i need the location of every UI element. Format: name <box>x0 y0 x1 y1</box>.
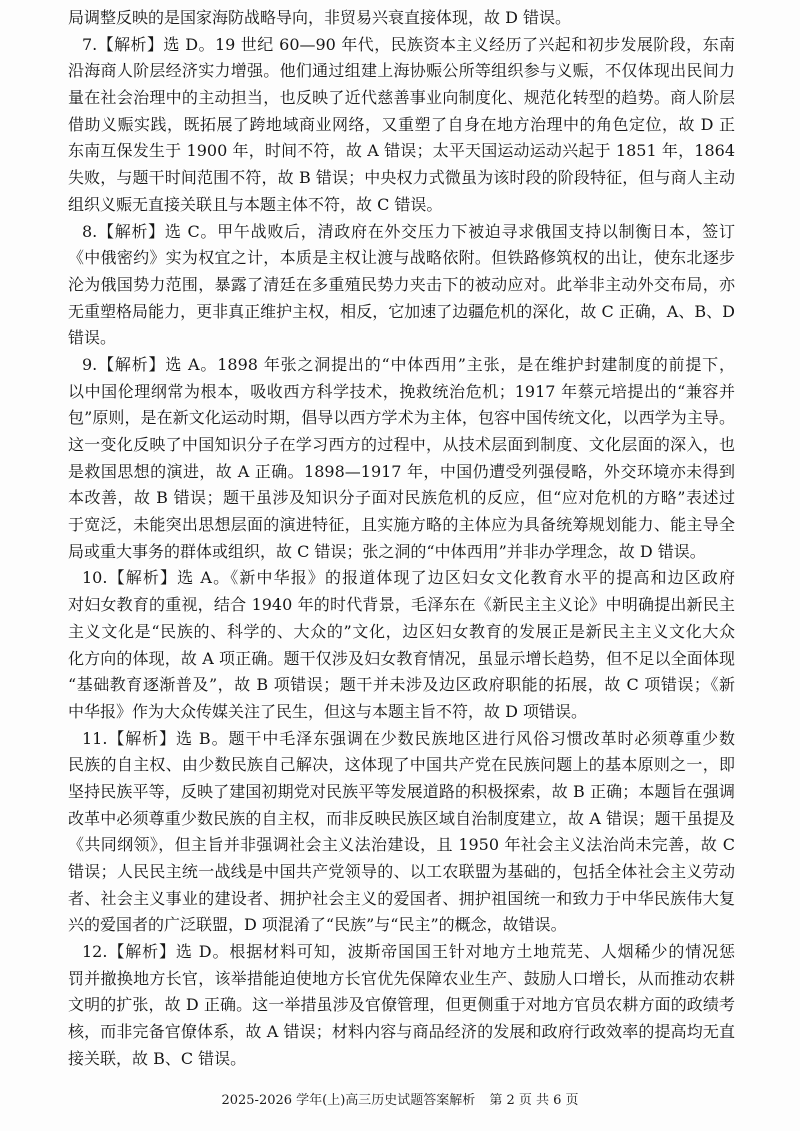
text-line: 者、社会主义事业的建设者、拥护社会主义的爱国者、拥护祖国统一和致力于中华民族伟大复 <box>68 888 735 908</box>
text-line: 11.【解析】选 B。题干中毛泽东强调在少数民族地区进行风俗习惯改革时必须尊重少数 <box>82 728 735 748</box>
text-line: 东南互保发生于 1900 年，时间不符，故 A 错误；太平天国运动运动兴起于 1851 年，1864 <box>68 141 735 161</box>
text-line: 错误；人民民主统一战线是中国共产党领导的、以工农联盟为基础的，包括全体社会主义劳动 <box>68 862 735 881</box>
text-line: 于宽泛，未能突出思想层面的演进特征，且实施方略的主体应为具备统筹规划能力、能主导全 <box>68 515 735 535</box>
text-line: 失败，与题干时间范围不符，故 B 错误；中央权力式微虽为该时段的阶段特征，但与商人主动 <box>68 168 735 188</box>
text-line: 借助义赈实践，既拓展了跨地域商业网络，又重塑了自身在地方治理中的角色定位，故 D 正 <box>68 114 735 134</box>
answer-analysis-document <box>68 5 735 1073</box>
text-line: 这一变化反映了中国知识分子在学习西方的过程中，从技术层面到制度、文化层面的深入，也 <box>68 435 735 454</box>
analysis-item-9 <box>68 352 735 566</box>
text-line: 是救国思想的演进，故 A 正确。1898—1917 年，中国仍遭受列强侵略，外交环境亦未得到 <box>68 461 735 481</box>
footer-exam-title: 2025-2026 学年(上)高三历史试题答案解析 <box>221 1093 476 1108</box>
text-line: 坚持民族平等，反映了建国初期党对民族平等发展道路的积极探索，故 B 正确；本题旨在强调 <box>68 781 735 801</box>
analysis-item-11 <box>68 726 735 940</box>
text-line: 本改善，故 B 错误；题干虽涉及知识分子面对民族危机的反应，但“应对危机的方略”表述过 <box>68 488 735 508</box>
text-line: 改革中必须尊重少数民族的自主权，而非反映民族区域自治制度建立，故 A 错误；题干虽提及 <box>68 808 735 828</box>
text-line: 9.【解析】选 A。1898 年张之洞提出的“中体西用”主张，是在维护封建制度的前提下， <box>82 354 735 374</box>
text-line: 化方向的体现，故 A 项正确。题干仅涉及妇女教育情况，虽显示增长趋势，但不足以全面体现 <box>68 648 735 668</box>
text-line: 组织义赈无直接关联且与本题主体不符，故 C 错误。 <box>68 194 443 214</box>
text-line: 接关联，故 B、C 错误。 <box>68 1048 247 1068</box>
text-line: 罚并撤换地方长官，该举措能迫使地方长官优先保障农业生产、鼓励人口增长，从而推动农耕 <box>68 968 735 988</box>
analysis-item-7 <box>68 32 735 219</box>
text-line: 8.【解析】选 C。甲午战败后，清政府在外交压力下被迫寻求俄国支持以制衡日本，签订 <box>82 221 735 241</box>
text-line: 沦为俄国势力范围，暴露了清廷在多重殖民势力夹击下的被动应对。此举非主动外交布局，亦 <box>68 274 735 294</box>
text-line: 量在社会治理中的主动担当，也反映了近代慈善事业向制度化、规范化转型的趋势。商人阶层 <box>68 88 735 108</box>
analysis-item-8 <box>68 219 735 352</box>
text-line: 局或重大事务的群体或组织，故 C 错误；张之洞的“中体西用”并非办学理念，故 D 错误。 <box>68 541 706 561</box>
text-line: 主义文化是“民族的、科学的、大众的”文化，边区妇女教育的发展正是新民主主义文化大众 <box>68 621 735 641</box>
text-line: 12.【解析】选 D。根据材料可知，波斯帝国国王针对地方土地荒芜、人烟稀少的情况惩 <box>82 942 735 962</box>
text-line: 文明的扩张，故 D 正确。这一举措虽涉及官僚管理，但更侧重于对地方官员农耕方面的政绩考 <box>68 995 735 1015</box>
page-footer <box>0 1091 800 1111</box>
analysis-item-12 <box>68 939 735 1072</box>
text-line: “基础教育逐渐普及”，故 B 项错误；题干并未涉及边区政府职能的拓展，故 C 项错误；《新 <box>68 675 735 695</box>
analysis-item-10 <box>68 565 735 725</box>
text-line: 局调整反映的是国家海防战略导向，非贸易兴衰直接体现，故 D 错误。 <box>68 8 572 27</box>
text-line: 错误。 <box>68 328 117 348</box>
text-line: 《中俄密约》实为权宜之计，本质是主权让渡与战略依附。但铁路修筑权的出让，使东北逐步 <box>68 248 735 268</box>
text-line: 包”原则，是在新文化运动时期，倡导以西方学术为主体，包容中国传统文化，以西学为主导。 <box>68 408 735 428</box>
continuation-paragraph <box>68 5 735 32</box>
text-line: 对妇女教育的重视，结合 1940 年的时代背景，毛泽东在《新民主主义论》中明确提出新民主 <box>68 595 735 615</box>
footer-page-indicator: 第 2 页 共 6 页 <box>489 1093 579 1108</box>
text-line: 核，而非完备官僚体系，故 A 错误；材料内容与商品经济的发展和政府行政效率的提高均无直 <box>68 1022 735 1042</box>
text-line: 《共同纲领》，但主旨并非强调社会主义法治建设，且 1950 年社会主义法治尚未完善，故 C <box>68 835 735 855</box>
text-line: 以中国伦理纲常为根本，吸收西方科学技术，挽救统治危机；1917 年蔡元培提出的“兼容并 <box>68 381 735 401</box>
text-line: 沿海商人阶层经济实力增强。他们通过组建上海协赈公所等组织参与义赈，不仅体现出民间力 <box>68 61 735 81</box>
text-line: 无重塑格局能力，更非真正维护主权，相反，它加速了边疆危机的深化，故 C 正确，A、B、D <box>68 301 735 321</box>
text-line: 10.【解析】选 A。《新中华报》的报道体现了边区妇女文化教育水平的提高和边区政府 <box>82 568 735 588</box>
text-line: 7.【解析】选 D。19 世纪 60—90 年代，民族资本主义经历了兴起和初步发展阶段，东南 <box>82 34 735 54</box>
text-line: 中华报》作为大众传媒关注了民生，但这与本题主旨不符，故 D 项错误。 <box>68 701 588 721</box>
text-line: 民族的自主权、由少数民族自己解决，这体现了中国共产党在民族问题上的基本原则之一，即 <box>68 755 735 775</box>
text-line: 兴的爱国者的广泛联盟，D 项混淆了“民族”与“民主”的概念，故错误。 <box>68 915 567 935</box>
